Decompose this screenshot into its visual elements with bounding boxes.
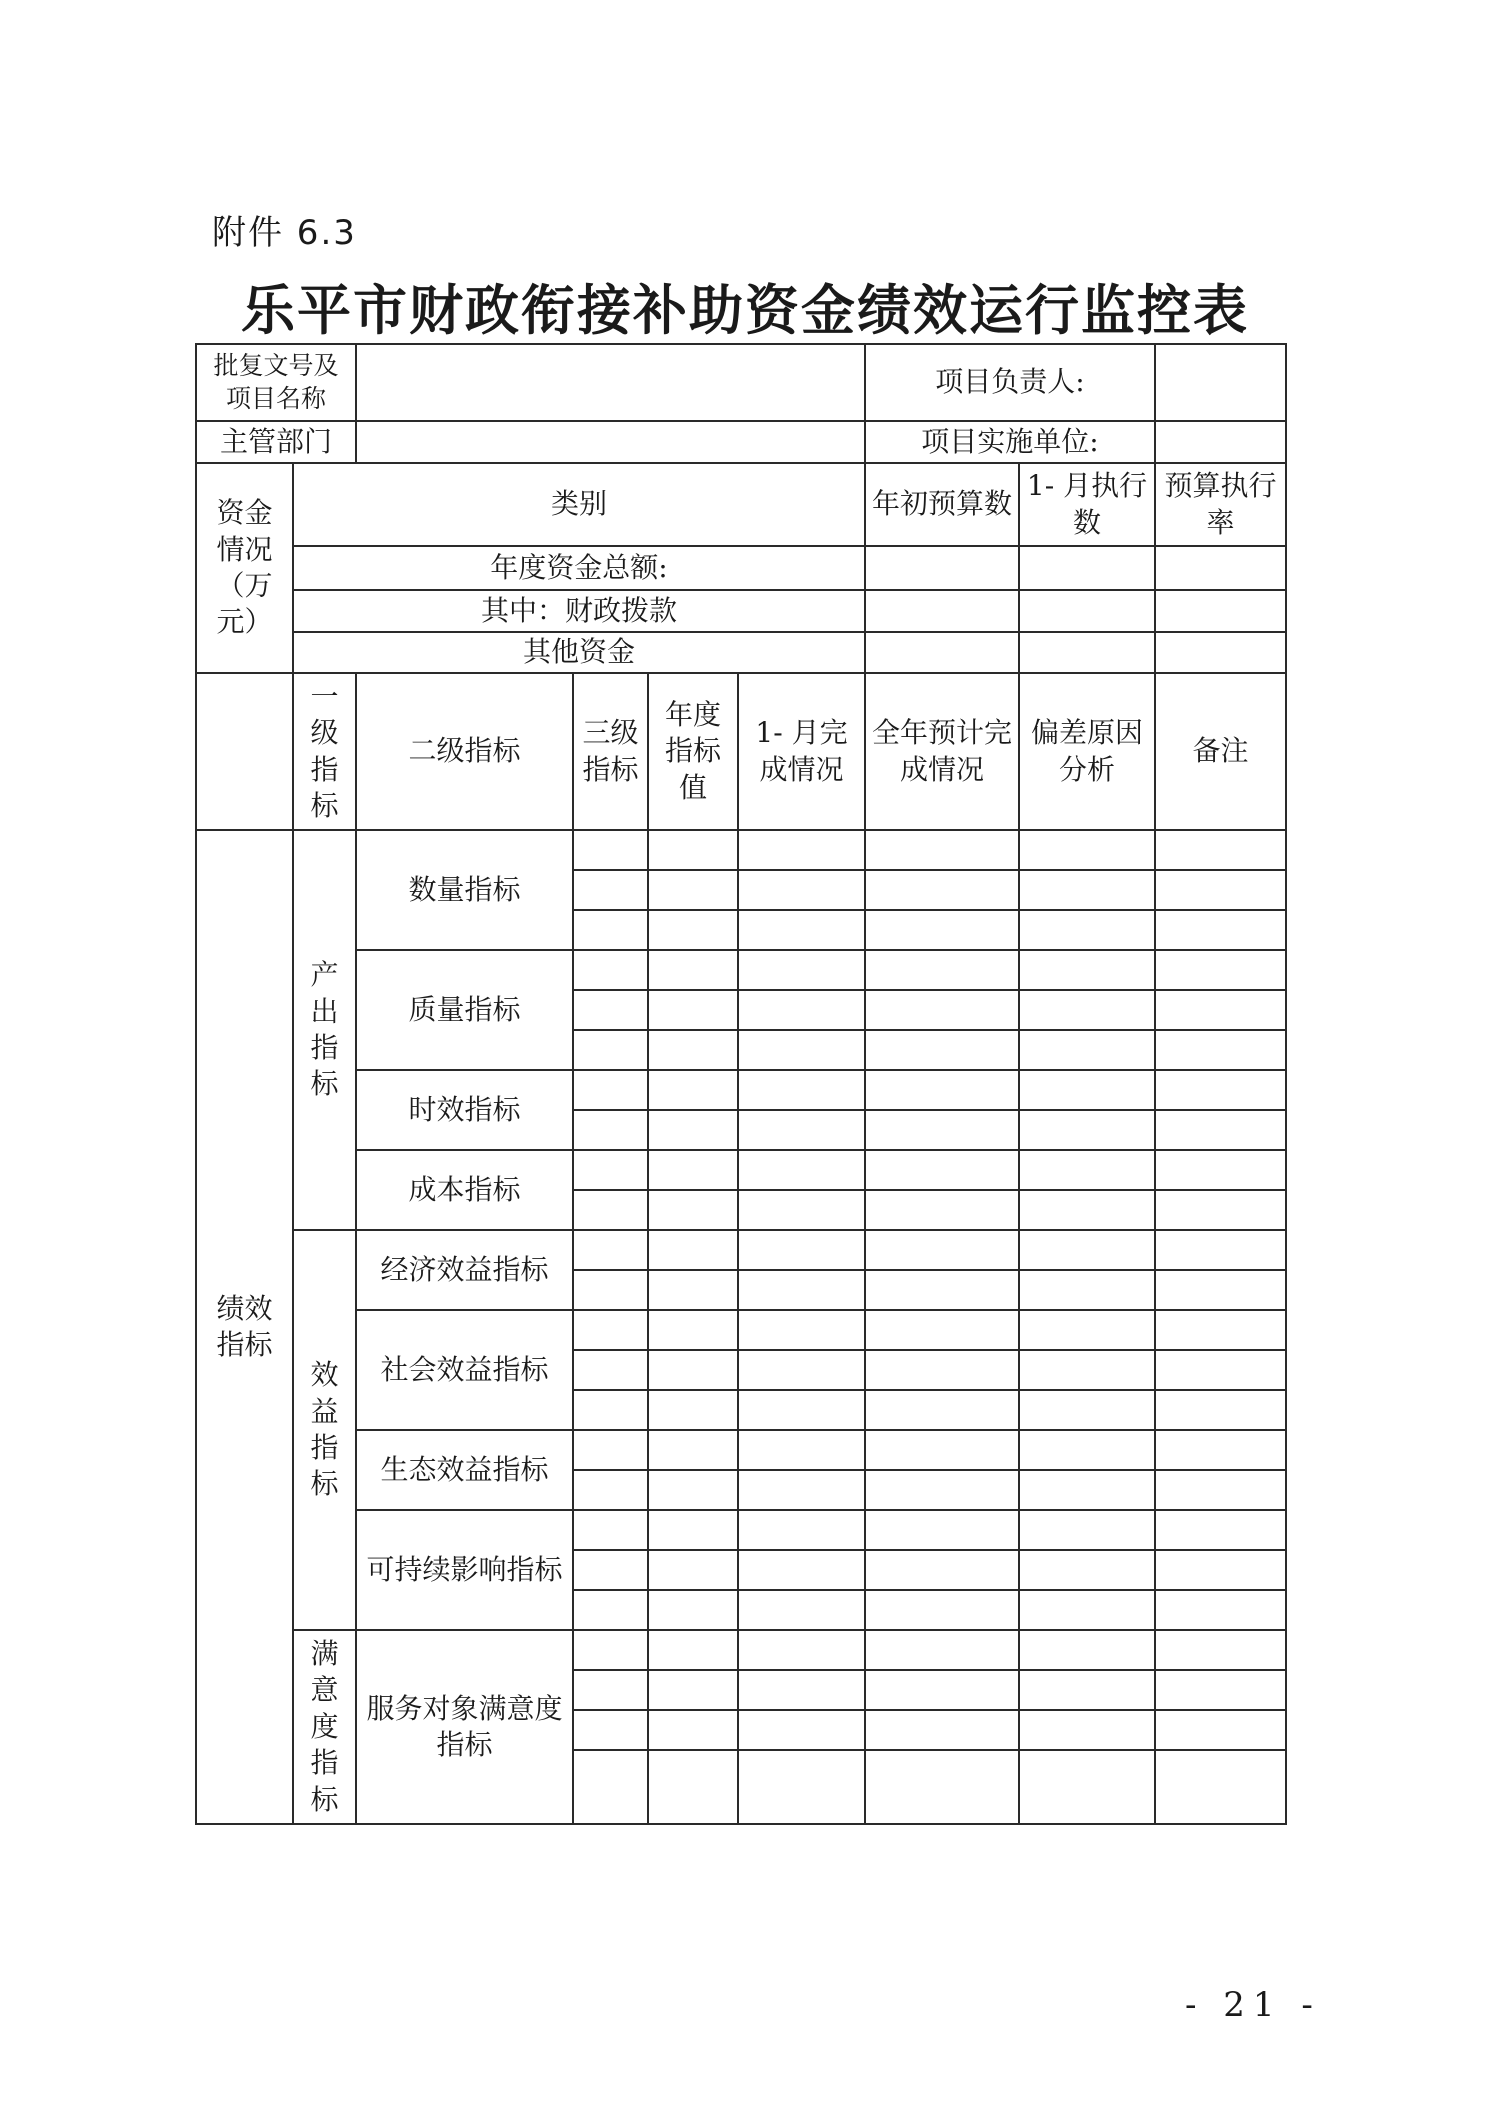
cost-indicator-label: 成本指标 [356,1150,573,1230]
input-cell[interactable] [1155,1070,1286,1110]
input-cell[interactable] [738,1430,865,1470]
output-indicator-label: 产出指标 [293,830,356,1230]
input-cell[interactable] [1155,1310,1286,1350]
input-cell[interactable] [648,1350,738,1390]
input-cell[interactable] [738,1190,865,1230]
input-cell[interactable] [1155,1670,1286,1710]
table-row [196,344,1286,421]
funds-label: 资金情况（万元） [196,463,293,673]
table-row [196,1070,1286,1110]
table-row [196,1510,1286,1550]
input-cell[interactable] [1155,1190,1286,1230]
input-cell[interactable] [1019,1510,1155,1550]
input-cell[interactable] [738,1110,865,1150]
input-cell[interactable] [648,1590,738,1630]
table-row [196,632,1286,673]
performance-label: 绩效指标 [196,830,293,1824]
table-row [196,950,1286,990]
input-cell[interactable] [573,1550,648,1590]
input-cell[interactable] [648,1110,738,1150]
input-cell[interactable] [1019,830,1155,870]
fiscal-rate-cell[interactable] [1155,590,1286,632]
table-row [196,590,1286,632]
input-cell[interactable] [738,1270,865,1310]
input-cell[interactable] [573,1710,648,1750]
month-exec-header: 1- 月执行数 [1019,463,1155,546]
level3-indicator-header: 三级指标 [573,673,648,830]
input-cell[interactable] [648,910,738,950]
input-cell[interactable] [573,1030,648,1070]
input-cell[interactable] [738,1510,865,1550]
month-complete-header: 1- 月完成情况 [738,673,865,830]
table-row [196,673,1286,830]
input-cell[interactable] [573,1630,648,1670]
input-cell[interactable] [1155,1510,1286,1550]
input-cell[interactable] [738,910,865,950]
input-cell[interactable] [573,1430,648,1470]
page-title: 乐平市财政衔接补助资金绩效运行监控表 [241,279,1249,342]
input-cell[interactable] [1155,1750,1286,1824]
input-cell[interactable] [1155,1390,1286,1430]
input-cell[interactable] [865,1670,1019,1710]
input-cell[interactable] [573,1750,648,1824]
table-row [196,1430,1286,1470]
input-cell[interactable] [865,1310,1019,1350]
input-cell[interactable] [1019,1270,1155,1310]
input-cell[interactable] [573,1230,648,1270]
input-cell[interactable] [865,1750,1019,1824]
input-cell[interactable] [573,1190,648,1230]
quantity-indicator-label: 数量指标 [356,830,573,950]
input-cell[interactable] [1155,1110,1286,1150]
input-cell[interactable] [648,950,738,990]
total-funds-rate-cell[interactable] [1155,546,1286,590]
input-cell[interactable] [1019,1150,1155,1190]
input-cell[interactable] [738,1070,865,1110]
input-cell[interactable] [865,1230,1019,1270]
annual-budget-header: 年初预算数 [865,463,1019,546]
input-cell[interactable] [1155,1030,1286,1070]
table-row [196,421,1286,463]
fiscal-budget-cell[interactable] [865,590,1019,632]
input-cell[interactable] [865,1190,1019,1230]
input-cell[interactable] [648,870,738,910]
input-cell[interactable] [865,1590,1019,1630]
input-cell[interactable] [1019,1110,1155,1150]
input-cell[interactable] [1019,1030,1155,1070]
input-cell[interactable] [865,830,1019,870]
input-cell[interactable] [1019,1630,1155,1670]
input-cell[interactable] [738,1030,865,1070]
input-cell[interactable] [648,1150,738,1190]
input-cell[interactable] [573,1070,648,1110]
input-cell[interactable] [573,1670,648,1710]
input-cell[interactable] [648,1190,738,1230]
table-row [196,546,1286,590]
remarks-header: 备注 [1155,673,1286,830]
input-cell[interactable] [865,1710,1019,1750]
sustainable-indicator-label: 可持续影响指标 [356,1510,573,1630]
ecological-indicator-label: 生态效益指标 [356,1430,573,1510]
other-budget-cell[interactable] [865,632,1019,673]
level1-indicator-header: 一级指标 [293,673,356,830]
input-cell[interactable] [738,1390,865,1430]
input-cell[interactable] [1155,1710,1286,1750]
input-cell[interactable] [1019,870,1155,910]
timeliness-indicator-label: 时效指标 [356,1070,573,1150]
input-cell[interactable] [1019,1470,1155,1510]
input-cell[interactable] [573,1110,648,1150]
project-leader-label: 项目负责人: [865,344,1155,421]
fiscal-exec-cell[interactable] [1019,590,1155,632]
input-cell[interactable] [648,1750,738,1824]
input-cell[interactable] [1019,1230,1155,1270]
input-cell[interactable] [1155,1350,1286,1390]
input-cell[interactable] [648,1710,738,1750]
table-row [196,1310,1286,1350]
input-cell[interactable] [1155,1470,1286,1510]
page-number: - 21 - [1185,1985,1321,2025]
input-cell[interactable] [865,1630,1019,1670]
input-cell[interactable] [1155,1630,1286,1670]
input-cell[interactable] [648,1430,738,1470]
input-cell[interactable] [573,950,648,990]
input-cell[interactable] [573,990,648,1030]
input-cell[interactable] [1155,910,1286,950]
total-funds-budget-cell[interactable] [865,546,1019,590]
input-cell[interactable] [573,870,648,910]
input-cell[interactable] [1155,870,1286,910]
project-leader-field[interactable] [1155,344,1286,421]
input-cell[interactable] [1155,1230,1286,1270]
economic-indicator-label: 经济效益指标 [356,1230,573,1310]
input-cell[interactable] [738,1590,865,1630]
exec-rate-header: 预算执行率 [1155,463,1286,546]
input-cell[interactable] [1019,1390,1155,1430]
input-cell[interactable] [865,1350,1019,1390]
category-label: 类别 [293,463,865,546]
table-row [196,1230,1286,1270]
input-cell[interactable] [1019,1710,1155,1750]
level2-indicator-header: 二级指标 [356,673,573,830]
impl-unit-label: 项目实施单位: [865,421,1155,463]
input-cell[interactable] [738,1350,865,1390]
total-funds-label: 年度资金总额: [293,546,865,590]
table-row [196,1630,1286,1670]
social-indicator-label: 社会效益指标 [356,1310,573,1430]
input-cell[interactable] [1019,1310,1155,1350]
impl-unit-field[interactable] [1155,421,1286,463]
input-cell[interactable] [865,1550,1019,1590]
input-cell[interactable] [865,870,1019,910]
other-funds-label: 其他资金 [293,632,865,673]
empty-header-cell [196,673,293,830]
input-cell[interactable] [1155,1270,1286,1310]
input-cell[interactable] [738,1310,865,1350]
input-cell[interactable] [1019,910,1155,950]
table-row [196,1150,1286,1190]
input-cell[interactable] [648,1390,738,1430]
input-cell[interactable] [648,1270,738,1310]
input-cell[interactable] [648,1510,738,1550]
total-funds-exec-cell[interactable] [1019,546,1155,590]
input-cell[interactable] [1019,1750,1155,1824]
input-cell[interactable] [738,1470,865,1510]
input-cell[interactable] [865,1430,1019,1470]
fiscal-funds-label: 其中：财政拨款 [293,590,865,632]
input-cell[interactable] [865,1150,1019,1190]
input-cell[interactable] [738,1150,865,1190]
input-cell[interactable] [865,950,1019,990]
input-cell[interactable] [1155,1590,1286,1630]
input-cell[interactable] [865,1510,1019,1550]
input-cell[interactable] [738,1630,865,1670]
input-cell[interactable] [1155,830,1286,870]
service-satisfaction-label: 服务对象满意度指标 [356,1630,573,1824]
input-cell[interactable] [573,1150,648,1190]
input-cell[interactable] [1019,950,1155,990]
input-cell[interactable] [1019,1070,1155,1110]
input-cell[interactable] [738,1550,865,1590]
input-cell[interactable] [1019,1350,1155,1390]
input-cell[interactable] [738,1750,865,1824]
table-row [196,830,1286,870]
input-cell[interactable] [573,1470,648,1510]
input-cell[interactable] [738,830,865,870]
input-cell[interactable] [1155,950,1286,990]
annual-target-header: 年度指标值 [648,673,738,830]
input-cell[interactable] [573,1270,648,1310]
input-cell[interactable] [648,1550,738,1590]
input-cell[interactable] [1019,1430,1155,1470]
input-cell[interactable] [865,1070,1019,1110]
input-cell[interactable] [573,1510,648,1550]
deviation-header: 偏差原因分析 [1019,673,1155,830]
input-cell[interactable] [738,950,865,990]
input-cell[interactable] [648,1070,738,1110]
input-cell[interactable] [865,1470,1019,1510]
input-cell[interactable] [865,1270,1019,1310]
input-cell[interactable] [865,1030,1019,1070]
input-cell[interactable] [1019,1550,1155,1590]
input-cell[interactable] [573,1390,648,1430]
input-cell[interactable] [648,990,738,1030]
input-cell[interactable] [738,990,865,1030]
input-cell[interactable] [648,1670,738,1710]
department-label: 主管部门 [196,421,356,463]
input-cell[interactable] [865,910,1019,950]
input-cell[interactable] [648,830,738,870]
other-rate-cell[interactable] [1155,632,1286,673]
attachment-label: 附件 6.3 [212,213,357,253]
approval-doc-field[interactable] [356,344,865,421]
input-cell[interactable] [1155,990,1286,1030]
input-cell[interactable] [1019,1590,1155,1630]
performance-monitoring-table [195,343,1287,1825]
input-cell[interactable] [648,1230,738,1270]
input-cell[interactable] [738,1670,865,1710]
input-cell[interactable] [648,1630,738,1670]
input-cell[interactable] [1155,1430,1286,1470]
input-cell[interactable] [738,1230,865,1270]
input-cell[interactable] [573,1350,648,1390]
input-cell[interactable] [865,990,1019,1030]
input-cell[interactable] [865,1390,1019,1430]
input-cell[interactable] [1019,1190,1155,1230]
input-cell[interactable] [648,1470,738,1510]
input-cell[interactable] [1019,990,1155,1030]
input-cell[interactable] [573,1590,648,1630]
table-row [196,463,1286,546]
input-cell[interactable] [648,1310,738,1350]
input-cell[interactable] [573,910,648,950]
input-cell[interactable] [1155,1550,1286,1590]
benefit-indicator-label: 效益指标 [293,1230,356,1630]
satisfaction-indicator-label: 满意度指标 [293,1630,356,1824]
approval-doc-label: 批复文号及项目名称 [196,344,356,421]
other-exec-cell[interactable] [1019,632,1155,673]
input-cell[interactable] [648,1030,738,1070]
input-cell[interactable] [738,1710,865,1750]
quality-indicator-label: 质量指标 [356,950,573,1070]
department-field[interactable] [356,421,865,463]
input-cell[interactable] [738,870,865,910]
input-cell[interactable] [573,830,648,870]
input-cell[interactable] [573,1310,648,1350]
input-cell[interactable] [1155,1150,1286,1190]
input-cell[interactable] [1019,1670,1155,1710]
input-cell[interactable] [865,1110,1019,1150]
year-forecast-header: 全年预计完成情况 [865,673,1019,830]
